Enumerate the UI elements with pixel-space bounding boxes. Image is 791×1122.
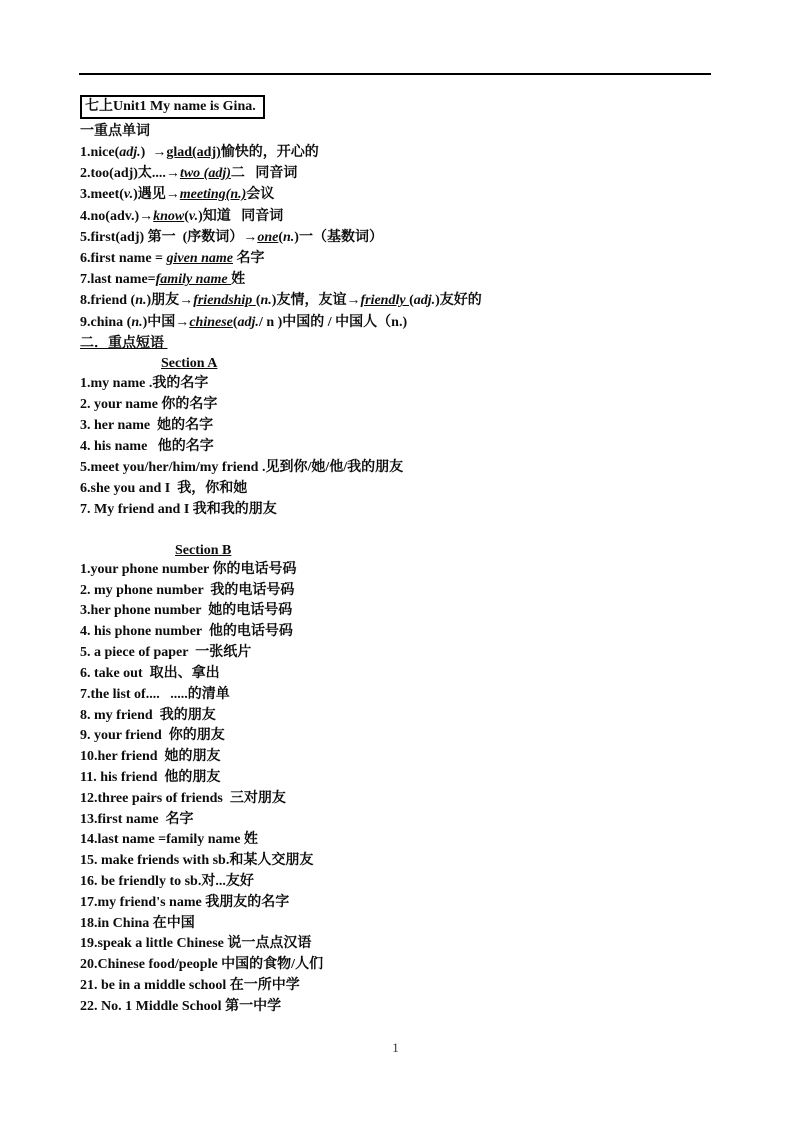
text-segment: 名字 bbox=[233, 251, 265, 267]
text-segment: glad(adj) bbox=[166, 145, 221, 160]
text-segment: )一（基数词） bbox=[294, 229, 383, 245]
text-segment: 1.nice( bbox=[80, 145, 120, 160]
phrase-item: 10.her friend 她的朋友 bbox=[80, 749, 221, 765]
phrase-item: 18.in China 在中国 bbox=[80, 915, 195, 931]
text-segment: ( bbox=[278, 229, 283, 245]
section-gap bbox=[80, 520, 725, 541]
phrase-item: 2. my phone number 我的电话号码 bbox=[80, 582, 295, 598]
text-segment: ) → bbox=[140, 145, 167, 160]
text-segment: )友好的 bbox=[435, 293, 482, 309]
phrase-item: 7. My friend and I 我和我的朋友 bbox=[80, 501, 277, 517]
text-segment: 2.too(adj)太....→ bbox=[80, 166, 180, 182]
vocab-list bbox=[80, 142, 725, 333]
text-segment: ( bbox=[409, 293, 414, 309]
text-segment: 5.first(adj) 第一 (序数词）→ bbox=[80, 229, 258, 245]
phrase-item: 12.three pairs of friends 三对朋友 bbox=[80, 790, 286, 806]
text-segment: n. bbox=[131, 314, 143, 330]
text-segment: n. bbox=[260, 293, 272, 309]
phrase-item: 3.her phone number 她的电话号码 bbox=[80, 603, 293, 619]
text-segment: 会议 bbox=[246, 187, 275, 203]
vocab-item bbox=[80, 227, 725, 248]
text-segment: n. bbox=[282, 229, 295, 245]
vocab-item bbox=[80, 163, 725, 184]
phrase-item: 6. take out 取出、拿出 bbox=[80, 665, 220, 681]
text-segment: one bbox=[257, 229, 279, 245]
phrase-item: 19.speak a little Chinese 说一点点汉语 bbox=[80, 936, 312, 952]
vocab-item bbox=[80, 206, 725, 227]
section-b-label bbox=[80, 541, 725, 560]
phrase-item: 16. be friendly to sb.对...友好 bbox=[80, 874, 254, 890]
text-segment: 愉快的，开心的 bbox=[220, 145, 319, 160]
vocab-item bbox=[80, 312, 725, 333]
text-segment: meeting(n.) bbox=[179, 187, 247, 203]
phrase-item: 8. my friend 我的朋友 bbox=[80, 707, 216, 723]
phrase-item: 22. No. 1 Middle School 第一中学 bbox=[80, 998, 282, 1014]
text-segment: 二 同音词 bbox=[230, 166, 298, 182]
text-segment: adj. bbox=[237, 314, 259, 330]
vocab-item bbox=[80, 248, 725, 269]
phrase-item: 15. make friends with sb.和某人交朋友 bbox=[80, 853, 314, 869]
text-segment: 7.last name= bbox=[80, 272, 156, 288]
vocab-item bbox=[80, 184, 725, 205]
phrase-item: 17.my friend's name 我朋友的名字 bbox=[80, 894, 290, 910]
phrase-item: 2. your name 你的名字 bbox=[80, 396, 218, 412]
section-b-label-text: Section B bbox=[175, 542, 232, 558]
phrase-item: 5. a piece of paper 一张纸片 bbox=[80, 645, 252, 661]
document-content bbox=[80, 95, 725, 1018]
phrase-item: 1.my name .我的名字 bbox=[80, 375, 209, 391]
text-segment: know bbox=[153, 208, 185, 224]
text-segment: chinese bbox=[189, 314, 233, 330]
text-segment: )遇见→ bbox=[133, 187, 180, 203]
vocab-item bbox=[80, 290, 725, 311]
phrase-item: 7.the list of.... .....的清单 bbox=[80, 686, 230, 702]
vocab-heading: 一重点单词 bbox=[80, 124, 150, 139]
phrases-heading: 二．重点短语 bbox=[80, 335, 168, 351]
text-segment: adj. bbox=[119, 145, 141, 160]
text-segment: 4.no(adv.)→ bbox=[80, 208, 154, 224]
text-segment: given name bbox=[166, 251, 234, 267]
phrase-item: 14.last name =family name 姓 bbox=[80, 832, 258, 848]
vocab-item bbox=[80, 269, 725, 290]
text-segment: / n )中国的 / 中国人（n.) bbox=[258, 314, 408, 330]
phrase-item: 9. your friend 你的朋友 bbox=[80, 728, 225, 744]
header-rule bbox=[79, 73, 711, 75]
text-segment: )知道 同音词 bbox=[198, 208, 284, 224]
vocab-item bbox=[80, 142, 725, 163]
section-a-label bbox=[80, 354, 725, 373]
phrase-item: 1.your phone number 你的电话号码 bbox=[80, 561, 297, 577]
text-segment: friendship bbox=[193, 293, 256, 309]
text-segment: 6.first name = bbox=[80, 251, 167, 267]
text-segment: v. bbox=[123, 187, 134, 203]
text-segment: ( bbox=[232, 314, 238, 330]
phrase-item: 5.meet you/her/him/my friend .见到你/她/他/我的朋友 bbox=[80, 459, 404, 475]
text-segment: v. bbox=[188, 208, 199, 224]
text-segment: two (adj) bbox=[179, 166, 231, 182]
text-segment: ( bbox=[255, 293, 261, 309]
text-segment: )友情，友谊→ bbox=[271, 293, 361, 309]
page-number: 1 bbox=[392, 1040, 399, 1055]
text-segment: 姓 bbox=[231, 272, 246, 288]
text-segment: friendly bbox=[360, 293, 410, 309]
text-segment: adj. bbox=[413, 293, 436, 309]
phrase-item: 13.first name 名字 bbox=[80, 811, 194, 827]
section-b-list bbox=[80, 560, 725, 1018]
phrase-item: 4. his name 他的名字 bbox=[80, 438, 214, 454]
section-a-label-text: Section A bbox=[161, 355, 218, 371]
phrase-item: 6.she you and I 我，你和她 bbox=[80, 480, 248, 496]
section-a-list bbox=[80, 373, 725, 520]
text-segment: )朋友→ bbox=[146, 293, 194, 309]
phrase-item: 20.Chinese food/people 中国的食物/人们 bbox=[80, 957, 324, 973]
unit-title: 七上Unit1 My name is Gina. bbox=[80, 95, 265, 119]
phrase-item: 3. her name 她的名字 bbox=[80, 417, 214, 433]
text-segment: 8.friend ( bbox=[80, 293, 136, 309]
text-segment: n. bbox=[135, 293, 147, 309]
text-segment: 3.meet( bbox=[80, 187, 124, 203]
phrase-item: 21. be in a middle school 在一所中学 bbox=[80, 978, 300, 994]
text-segment: family name bbox=[155, 272, 232, 288]
text-segment: 9.china ( bbox=[80, 314, 132, 330]
phrase-item: 4. his phone number 他的电话号码 bbox=[80, 624, 293, 640]
text-segment: )中国→ bbox=[142, 314, 190, 330]
text-segment: ( bbox=[184, 208, 189, 224]
phrase-item: 11. his friend 他的朋友 bbox=[80, 769, 221, 785]
